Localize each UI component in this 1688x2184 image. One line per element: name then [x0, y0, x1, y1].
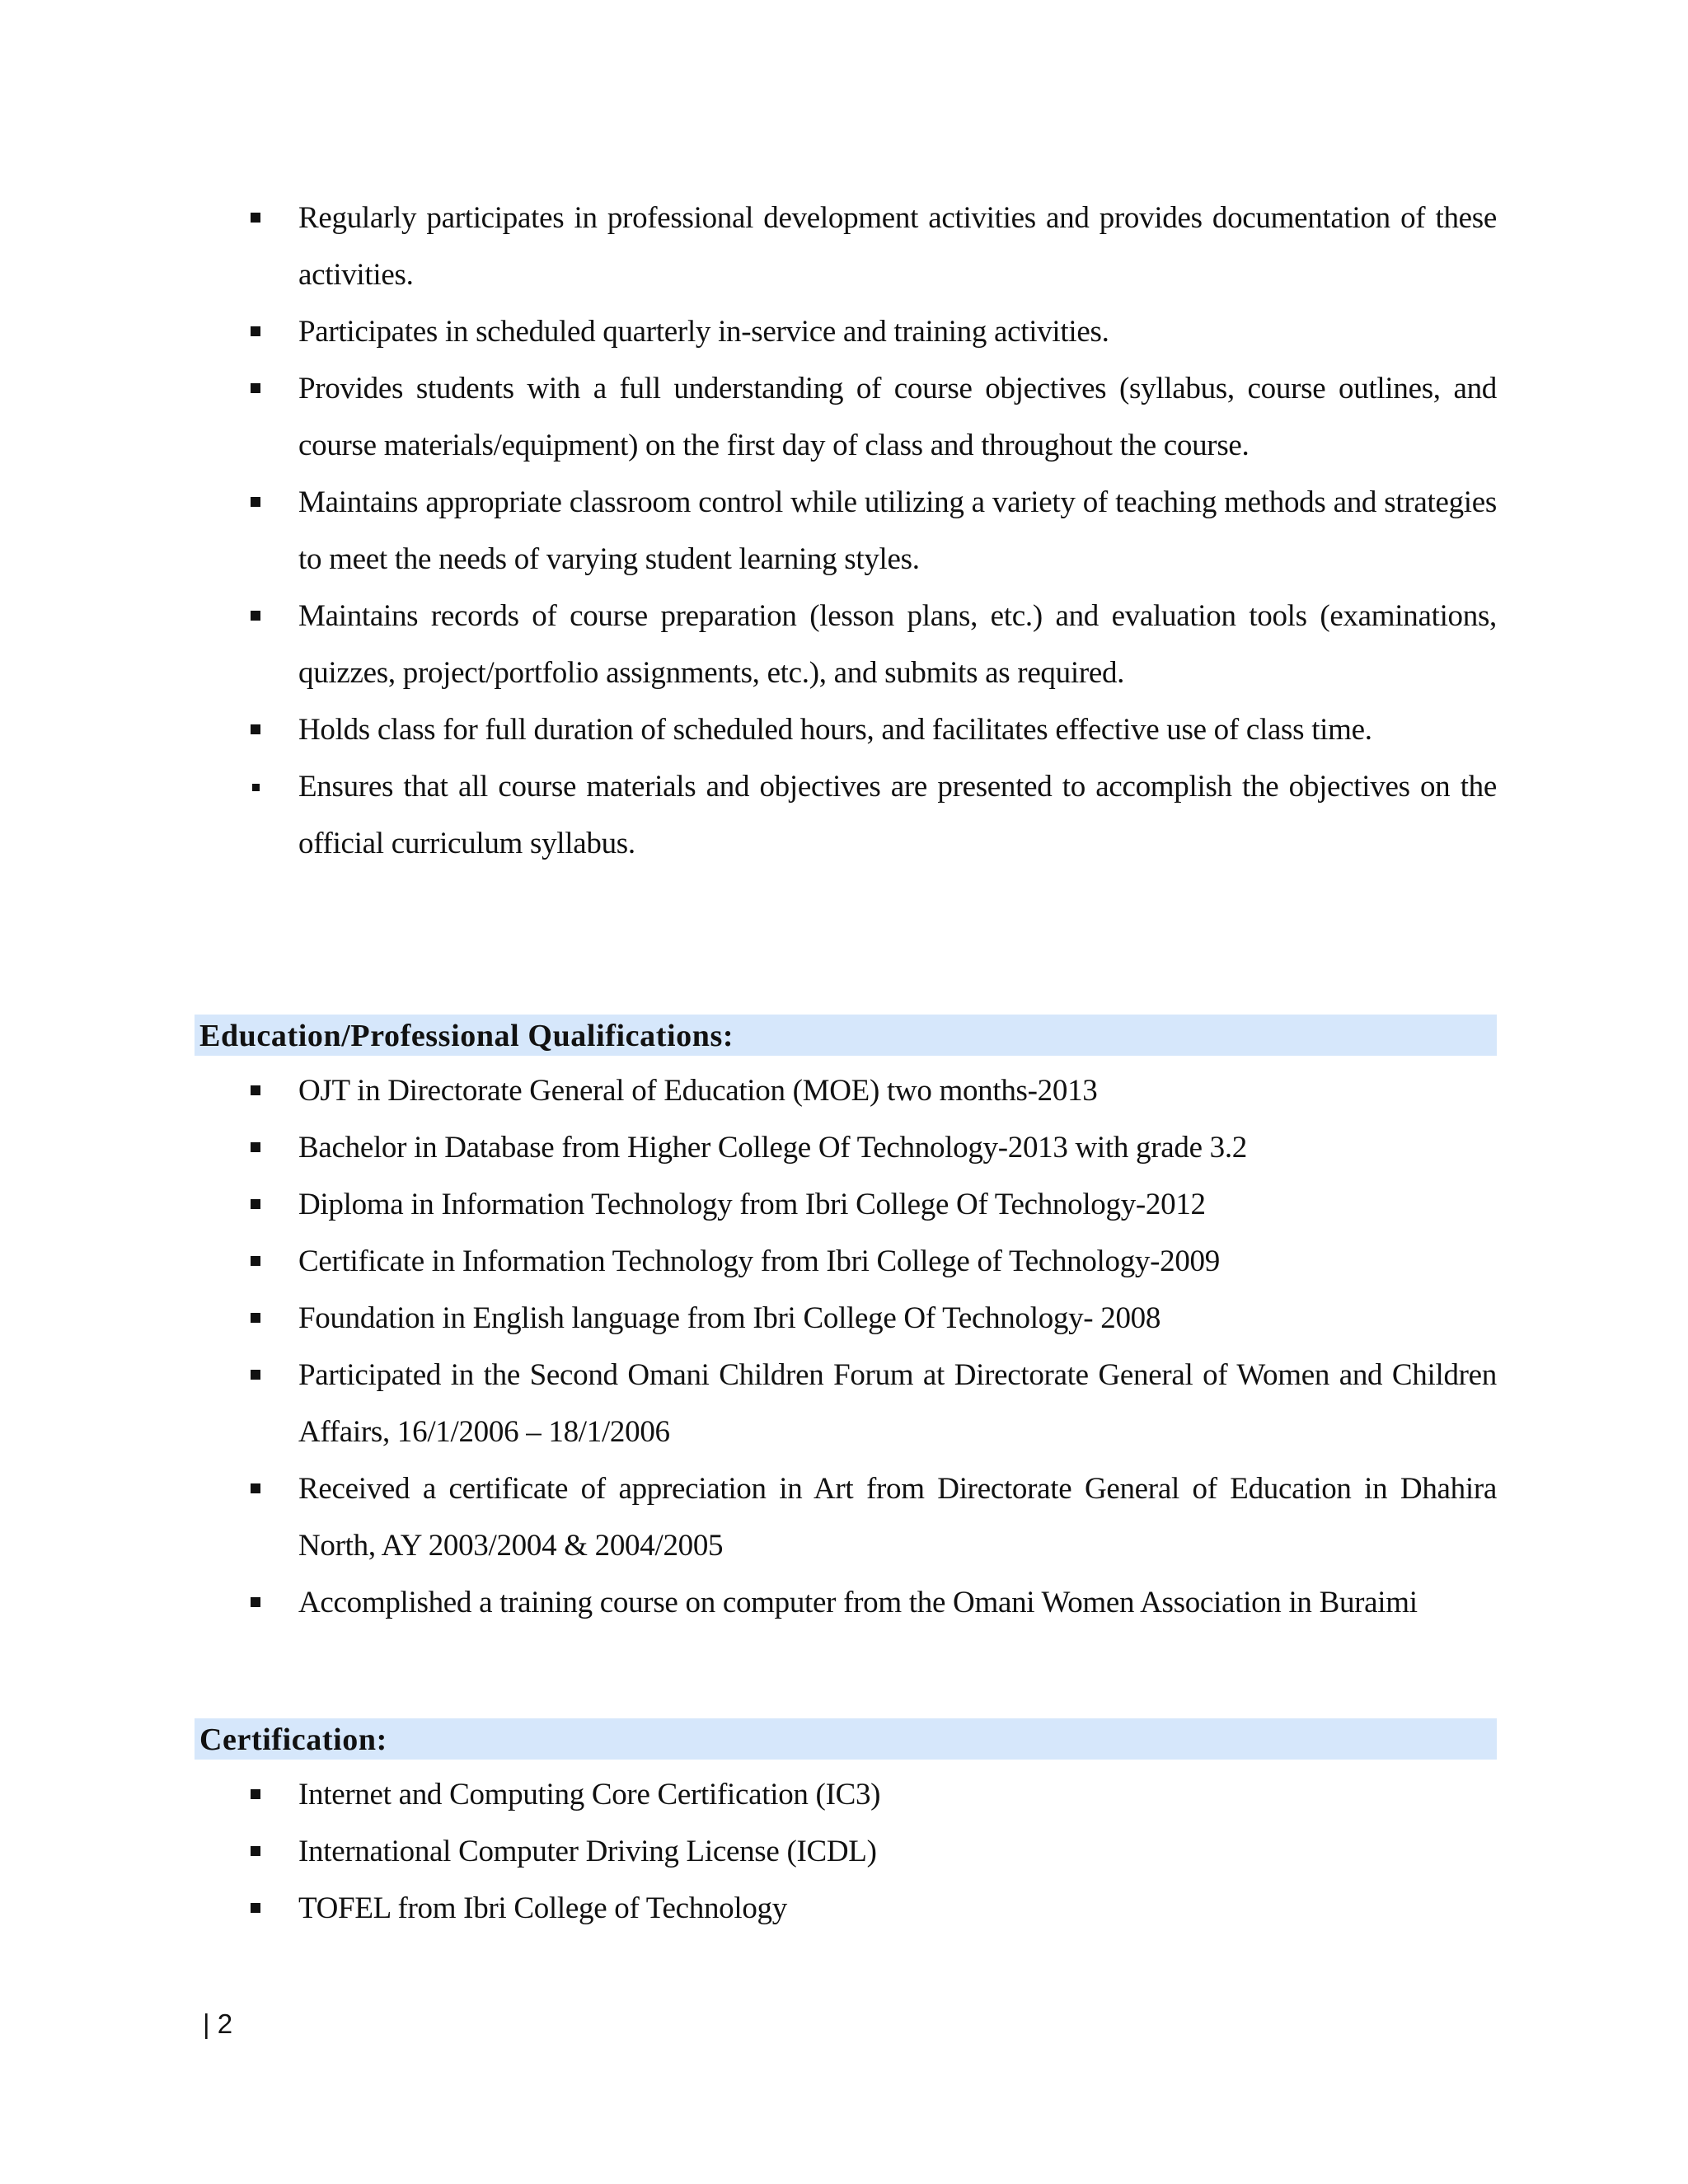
square-bullet-icon: [251, 1597, 260, 1607]
square-bullet-icon: [251, 497, 260, 507]
education-list: [195, 1062, 1497, 1631]
list-item: Foundation in English language from Ibri College Of Technology- 2008: [195, 1290, 1497, 1347]
list-item: Holds class for full duration of scheduled hours, and facilitates effective use of class time.: [195, 701, 1497, 758]
square-bullet-icon: [251, 1789, 260, 1799]
list-item: Regularly participates in professional development activities and provides documentation of these activities.: [195, 190, 1497, 303]
list-item: Accomplished a training course on computer from the Omani Women Association in Buraimi: [195, 1574, 1497, 1631]
square-bullet-icon: [251, 1903, 260, 1913]
certification-heading: Certification:: [195, 1718, 1497, 1760]
list-item: Diploma in Information Technology from Ibri College Of Technology-2012: [195, 1176, 1497, 1233]
certification-section: [195, 1766, 1497, 1937]
list-item: Received a certificate of appreciation in Art from Directorate General of Education in Dhahira North, AY 2003/2004 & 2004/2005: [195, 1460, 1497, 1574]
certification-list: [195, 1766, 1497, 1937]
square-bullet-icon: [251, 724, 260, 734]
square-bullet-icon: [251, 1256, 260, 1266]
list-item: TOFEL from Ibri College of Technology: [195, 1880, 1497, 1937]
square-bullet-icon: [251, 1199, 260, 1209]
square-bullet-icon: [251, 1483, 260, 1493]
square-bullet-icon: [251, 213, 260, 223]
list-item: Participates in scheduled quarterly in-service and training activities.: [195, 303, 1497, 360]
square-bullet-icon: [251, 383, 260, 393]
list-item: Maintains records of course preparation (lesson plans, etc.) and evaluation tools (examinations, quizzes, project/portfolio assignments, etc.), and submits as required.: [195, 588, 1497, 701]
square-bullet-icon: [251, 611, 260, 621]
duties-section: [195, 190, 1497, 872]
square-bullet-icon: [251, 1142, 260, 1152]
square-bullet-icon: [251, 326, 260, 336]
list-item: Maintains appropriate classroom control while utilizing a variety of teaching methods and strategies to meet the needs of varying student learning styles.: [195, 474, 1497, 588]
list-item: OJT in Directorate General of Education (MOE) two months-2013: [195, 1062, 1497, 1119]
square-bullet-icon: [251, 1846, 260, 1856]
list-item: Provides students with a full understanding of course objectives (syllabus, course outlines, and course materials/equipment) on the first day of class and throughout the course.: [195, 360, 1497, 474]
list-item: Internet and Computing Core Certification (IC3): [195, 1766, 1497, 1823]
list-item: Certificate in Information Technology from Ibri College of Technology-2009: [195, 1233, 1497, 1290]
page-number: | 2: [203, 2008, 233, 2039]
duties-list: [195, 190, 1497, 872]
education-section: [195, 1062, 1497, 1631]
square-bullet-icon: [252, 784, 260, 791]
square-bullet-icon: [251, 1370, 260, 1380]
list-item: Bachelor in Database from Higher College Of Technology-2013 with grade 3.2: [195, 1119, 1497, 1176]
list-item: International Computer Driving License (ICDL): [195, 1823, 1497, 1880]
education-heading: Education/Professional Qualifications:: [195, 1015, 1497, 1056]
list-item: Ensures that all course materials and objectives are presented to accomplish the objectives on the official curriculum syllabus.: [195, 758, 1497, 872]
list-item: Participated in the Second Omani Children Forum at Directorate General of Women and Children Affairs, 16/1/2006 – 18/1/2006: [195, 1347, 1497, 1460]
square-bullet-icon: [251, 1085, 260, 1095]
square-bullet-icon: [251, 1313, 260, 1323]
